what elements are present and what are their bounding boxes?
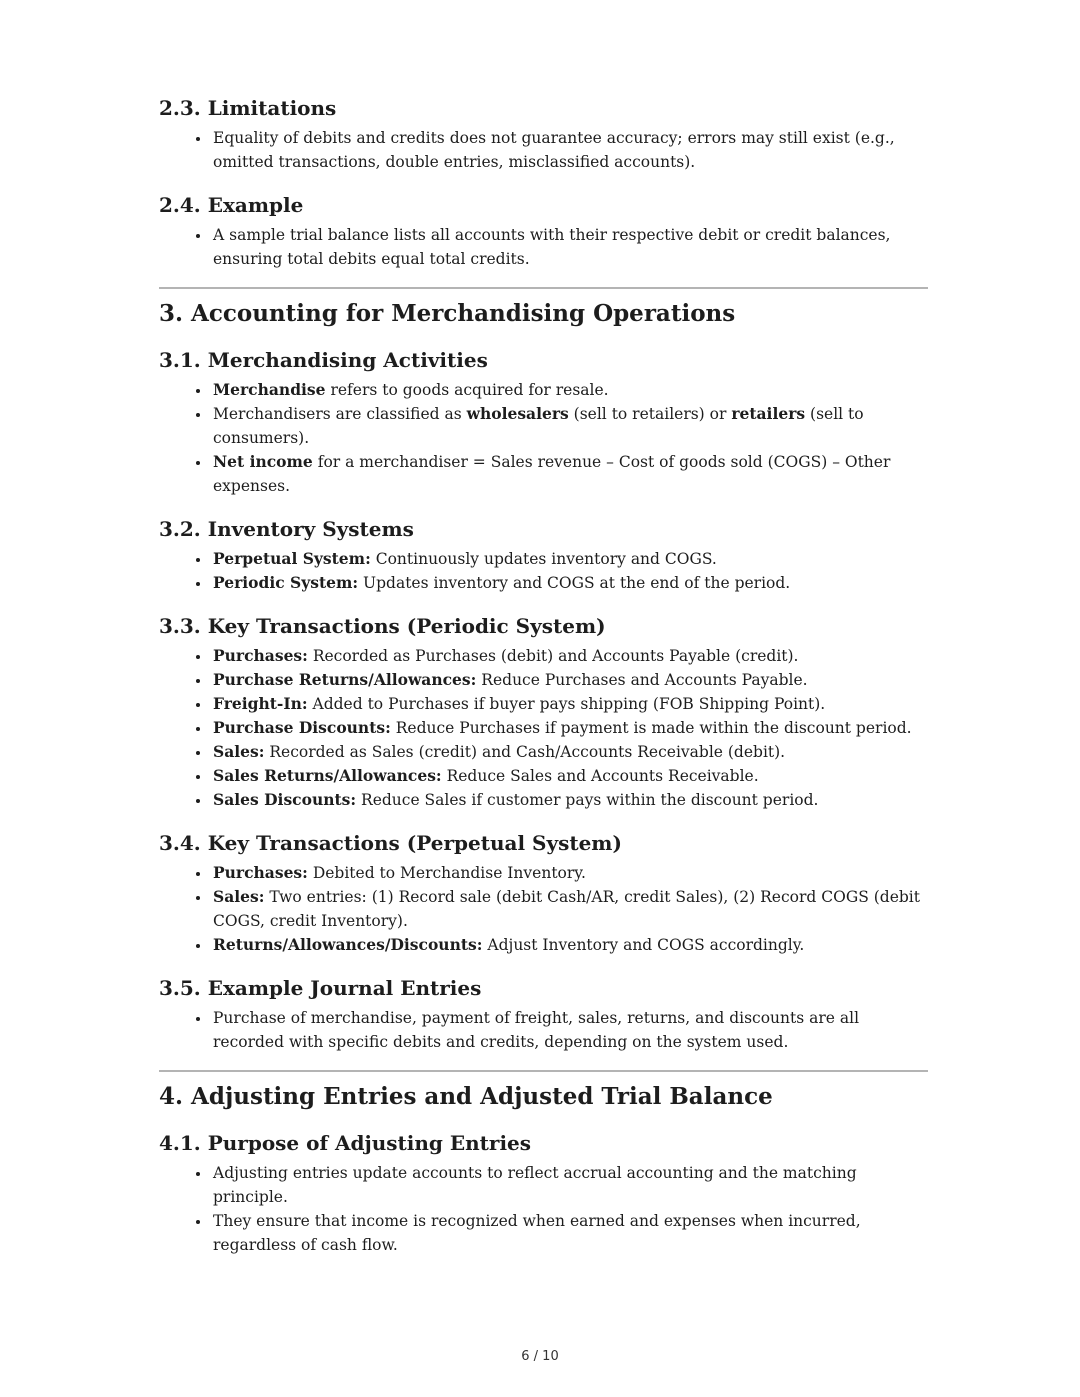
section-heading: 4.1. Purpose of Adjusting Entries <box>159 1131 532 1155</box>
bullet-list <box>159 547 928 595</box>
bullet-item: • Adjusting entries update accounts to reflect accrual accounting and the matching principle. <box>211 1161 928 1209</box>
bullet-item: • Purchases: Recorded as Purchases (debit) and Accounts Payable (credit). <box>211 644 928 668</box>
bullet-item: • A sample trial balance lists all accounts with their respective debit or credit balances, ensuring total debits equal total credits. <box>211 223 928 271</box>
section-heading: 3.3. Key Transactions (Periodic System) <box>159 614 606 638</box>
section-2-4-example <box>159 192 928 271</box>
bullet-list <box>159 223 928 271</box>
bullet-list <box>159 1161 928 1257</box>
bullet-item: • Merchandisers are classified as wholesalers (sell to retailers) or retailers (sell to consumers). <box>211 402 928 450</box>
section-heading: 2.3. Limitations <box>159 96 337 120</box>
bullet-item: • Perpetual System: Continuously updates inventory and COGS. <box>211 547 928 571</box>
section-2-3-limitations <box>159 95 928 174</box>
section-heading: 3. Accounting for Merchandising Operations <box>159 300 736 327</box>
section-3-2-inventory-systems <box>159 516 928 595</box>
bullet-item: • Sales: Recorded as Sales (credit) and Cash/Accounts Receivable (debit). <box>211 740 928 764</box>
bullet-item: • Equality of debits and credits does not guarantee accuracy; errors may still exist (e.g., omitted transactions, double entries, misclassified accounts). <box>211 126 928 174</box>
bullet-item: • Sales: Two entries: (1) Record sale (debit Cash/AR, credit Sales), (2) Record COGS (debit COGS, credit Inventory). <box>211 885 928 933</box>
bullet-item: • Returns/Allowances/Discounts: Adjust Inventory and COGS accordingly. <box>211 933 928 957</box>
bullet-list <box>159 644 928 812</box>
bullet-list <box>159 378 928 498</box>
bullet-item: • Sales Returns/Allowances: Reduce Sales and Accounts Receivable. <box>211 764 928 788</box>
bullet-list <box>159 1006 928 1054</box>
section-4-1-purpose-of-adjusting-entries <box>159 1130 928 1257</box>
horizontal-rule <box>159 287 928 289</box>
bullet-item: • Periodic System: Updates inventory and COGS at the end of the period. <box>211 571 928 595</box>
section-heading: 3.1. Merchandising Activities <box>159 348 488 372</box>
bullet-item: • Sales Discounts: Reduce Sales if customer pays within the discount period. <box>211 788 928 812</box>
page-footer: 6 / 10 <box>521 1349 559 1364</box>
section-3-1-merchandising-activities <box>159 347 928 498</box>
section-heading: 4. Adjusting Entries and Adjusted Trial Balance <box>159 1083 773 1110</box>
bullet-item: • Freight-In: Added to Purchases if buyer pays shipping (FOB Shipping Point). <box>211 692 928 716</box>
section-3-3-key-transactions-periodic <box>159 613 928 812</box>
section-3-5-example-journal-entries <box>159 975 928 1054</box>
bullet-list <box>159 861 928 957</box>
bullet-item: • Purchase of merchandise, payment of freight, sales, returns, and discounts are all recorded with specific debits and credits, depending on the system used. <box>211 1006 928 1054</box>
section-3-4-key-transactions-perpetual <box>159 830 928 957</box>
section-heading: 3.2. Inventory Systems <box>159 517 414 541</box>
bullet-list <box>159 126 928 174</box>
bullet-item: • They ensure that income is recognized when earned and expenses when incurred, regardless of cash flow. <box>211 1209 928 1257</box>
bullet-item: • Purchase Discounts: Reduce Purchases if payment is made within the discount period. <box>211 716 928 740</box>
bullet-item: • Merchandise refers to goods acquired for resale. <box>211 378 928 402</box>
section-heading: 3.5. Example Journal Entries <box>159 976 482 1000</box>
horizontal-rule <box>159 1070 928 1072</box>
bullet-item: • Net income for a merchandiser = Sales revenue – Cost of goods sold (COGS) – Other expenses. <box>211 450 928 498</box>
bullet-item: • Purchase Returns/Allowances: Reduce Purchases and Accounts Payable. <box>211 668 928 692</box>
section-heading: 3.4. Key Transactions (Perpetual System) <box>159 831 622 855</box>
bullet-item: • Purchases: Debited to Merchandise Inventory. <box>211 861 928 885</box>
section-heading: 2.4. Example <box>159 193 304 217</box>
